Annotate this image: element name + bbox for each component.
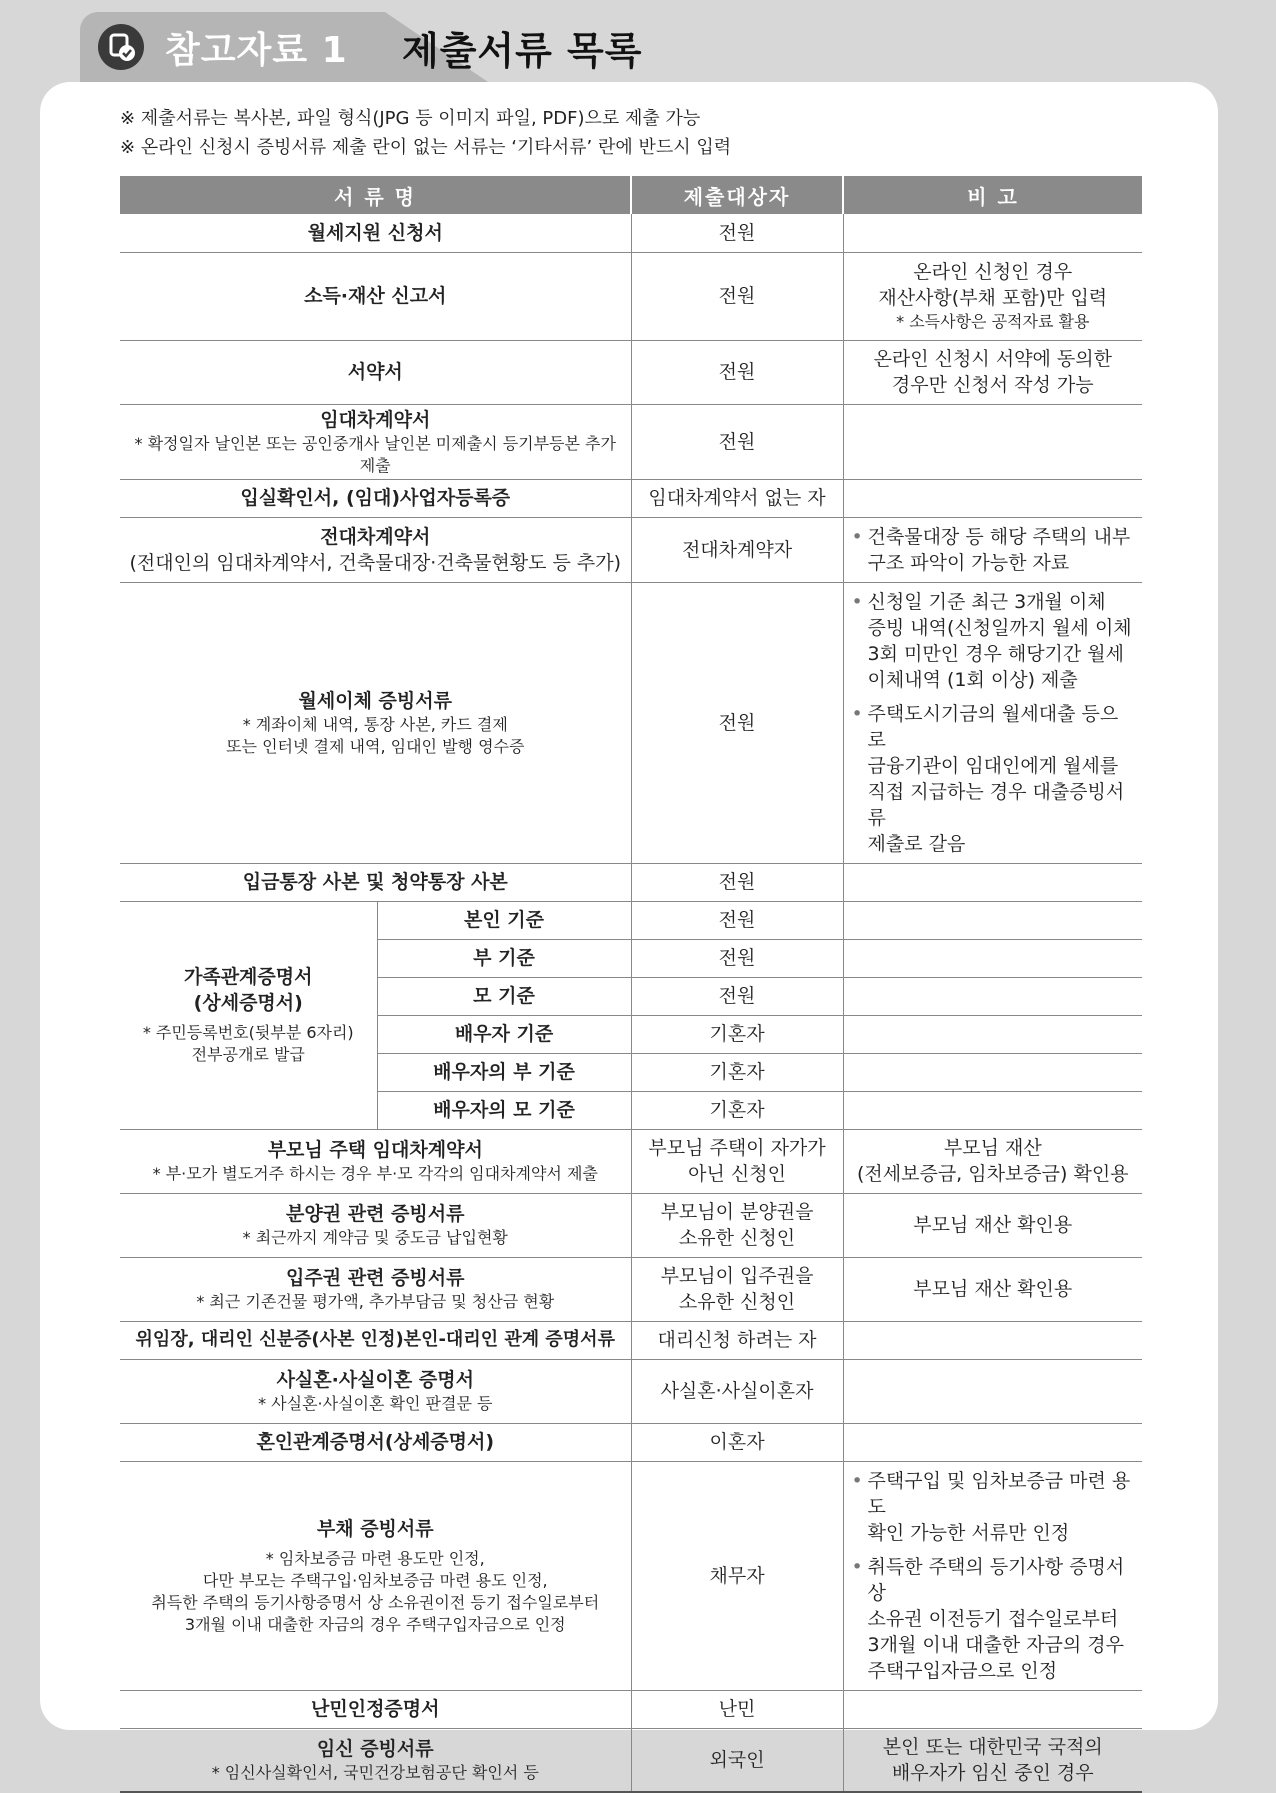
table-row [120, 901, 1142, 939]
remark-cell [843, 1728, 1142, 1792]
remark-bullet [852, 701, 1137, 857]
remark-line: • 신청일 기준 최근 3개월 이체 [867, 590, 1106, 613]
target-cell: 기혼자 [631, 1091, 843, 1129]
note-line: ※ 온라인 신청시 증빙서류 제출 란이 없는 서류는 ‘기타서류’ 란에 반드시 입력 [120, 137, 732, 158]
remark-line: 배우자가 임신 중인 경우 [891, 1761, 1094, 1784]
document-name: 부채 증빙서류 [316, 1517, 434, 1540]
document-cell [120, 901, 377, 1129]
document-name: 입실확인서, (임대)사업자등록증 [120, 479, 631, 517]
target-cell [631, 1193, 843, 1257]
remark-bullet [852, 589, 1137, 693]
target-cell: 전대차계약자 [631, 517, 843, 582]
target-cell: 외국인 [631, 1728, 843, 1792]
remark-line: 직접 지급하는 경우 대출증빙서류 [867, 780, 1125, 829]
document-name: 월세지원 신청서 [120, 214, 631, 252]
table-row [120, 1728, 1142, 1792]
document-cell [120, 517, 631, 582]
document-cell [120, 1257, 631, 1321]
document-note: 취득한 주택의 등기사항증명서 상 소유권이전 등기 접수일로부터 [151, 1592, 600, 1612]
remark-cell [843, 1321, 1142, 1359]
note-line: ※ 제출서류는 복사본, 파일 형식(JPG 등 이미지 파일, PDF)으로 제출 가능 [120, 108, 701, 129]
table-row [120, 1321, 1142, 1359]
target-cell: 임대차계약서 없는 자 [631, 479, 843, 517]
page-title: 제출서류 목록 [402, 29, 643, 73]
document-cell [120, 1728, 631, 1792]
remark-cell [843, 1129, 1142, 1193]
remark-cell [843, 252, 1142, 340]
target-line: 부모님이 분양권을 [660, 1201, 814, 1223]
remark-bullet [852, 1554, 1137, 1684]
table-row [120, 340, 1142, 404]
table-row [120, 1193, 1142, 1257]
document-note: * 계좌이체 내역, 통장 사본, 카드 결제 [242, 714, 508, 734]
remark-cell [843, 1690, 1142, 1728]
target-cell: 채무자 [631, 1461, 843, 1690]
document-note: * 부·모가 별도거주 하시는 경우 부·모 각각의 임대차계약서 제출 [152, 1164, 598, 1183]
target-cell: 전원 [631, 939, 843, 977]
document-note: * 확정일자 날인본 또는 공인중개사 날인본 미제출시 등기부등본 추가 제출 [134, 433, 616, 475]
document-name: 서약서 [120, 340, 631, 404]
document-name: 월세이체 증빙서류 [298, 689, 452, 712]
remark-line: 온라인 신청시 서약에 동의한 [873, 348, 1112, 370]
table-row [120, 214, 1142, 252]
remark-line: 경우만 신청서 작성 가능 [891, 374, 1094, 396]
remark-line: • 주택구입 및 임차보증금 마련 용도 [867, 1469, 1131, 1518]
remark-line: • 취득한 주택의 등기사항 증명서 상 [867, 1555, 1125, 1604]
target-cell: 기혼자 [631, 1015, 843, 1053]
remark-cell [843, 1015, 1142, 1053]
remark-cell [843, 517, 1142, 582]
target-cell: 전원 [631, 340, 843, 404]
table-row [120, 1129, 1142, 1193]
column-header: 제출대상자 [631, 176, 843, 214]
table-row [120, 252, 1142, 340]
remark-note: * 소득사항은 공적자료 활용 [896, 312, 1090, 331]
document-cell [120, 582, 631, 863]
target-line: 소유한 신청인 [678, 1227, 796, 1249]
remark-line: 확인 가능한 서류만 인정 [867, 1521, 1070, 1544]
document-name: 전대차계약서 [320, 525, 431, 548]
remark-line: 소유권 이전등기 접수일로부터 [867, 1607, 1119, 1630]
document-name: 분양권 관련 증빙서류 [286, 1203, 465, 1225]
basis-cell: 배우자의 부 기준 [377, 1053, 631, 1091]
table-row [120, 1257, 1142, 1321]
remark-cell [843, 1423, 1142, 1461]
target-cell: 기혼자 [631, 1053, 843, 1091]
remark-line: • 주택도시기금의 월세대출 등으로 [867, 702, 1119, 751]
target-line: 소유한 신청인 [678, 1291, 796, 1313]
table-row [120, 479, 1142, 517]
remark-line: 주택구입자금으로 인정 [867, 1659, 1058, 1682]
document-cell [120, 1129, 631, 1193]
document-note: 또는 인터넷 결제 내역, 임대인 발행 영수증 [226, 736, 525, 756]
remark-line: 금융기관이 임대인에게 월세를 [867, 754, 1119, 777]
target-line: 아닌 신청인 [688, 1163, 786, 1185]
document-note: 다만 부모는 주택구입·임차보증금 마련 용도 인정, [202, 1570, 548, 1590]
remark-cell [843, 901, 1142, 939]
remark-bullet [852, 524, 1137, 576]
remark-line: 온라인 신청인 경우 [913, 261, 1073, 283]
target-cell [631, 1129, 843, 1193]
document-note: * 사실혼·사실이혼 확인 판결문 등 [258, 1394, 493, 1413]
target-line: 부모님 주택이 자가가 [648, 1137, 826, 1159]
remark-line: 3개월 이내 대출한 자금의 경우 [867, 1633, 1125, 1656]
remark-cell [843, 1053, 1142, 1091]
document-note: * 주민등록번호(뒷부분 6자리) [142, 1023, 354, 1042]
remark-cell [843, 404, 1142, 479]
remark-line: 재산사항(부채 포함)만 입력 [878, 287, 1108, 309]
notes [120, 104, 731, 162]
table-header-row [120, 176, 1142, 214]
basis-cell: 배우자 기준 [377, 1015, 631, 1053]
remark-line: • 건축물대장 등 해당 주택의 내부 [867, 525, 1131, 548]
document-cell [120, 1359, 631, 1423]
target-cell: 이혼자 [631, 1423, 843, 1461]
remark-line: (전세보증금, 임차보증금) 확인용 [856, 1163, 1129, 1185]
document-name: 임대차계약서 [320, 408, 431, 431]
remark-cell: 부모님 재산 확인용 [843, 1257, 1142, 1321]
column-header: 비 고 [843, 176, 1142, 214]
document-cell [120, 1461, 631, 1690]
table-row [120, 1359, 1142, 1423]
table-row [120, 1690, 1142, 1728]
target-cell [631, 1257, 843, 1321]
document-name: 사실혼·사실이혼 증명서 [276, 1369, 474, 1391]
document-name: 가족관계증명서 [184, 966, 313, 988]
document-name: 임신 증빙서류 [316, 1737, 434, 1760]
target-cell: 전원 [631, 582, 843, 863]
basis-cell: 배우자의 모 기준 [377, 1091, 631, 1129]
remark-line: 부모님 재산 [943, 1137, 1042, 1159]
document-name: 입금통장 사본 및 청약통장 사본 [120, 863, 631, 901]
document-note: (전대인의 임대차계약서, 건축물대장·건축물현황도 등 추가) [129, 551, 622, 574]
target-cell: 난민 [631, 1690, 843, 1728]
document-name: 입주권 관련 증빙서류 [286, 1267, 465, 1289]
header-label: 참고자료 1 [165, 30, 348, 71]
remark-line: 이체내역 (1회 이상) 제출 [867, 668, 1078, 691]
basis-cell: 부 기준 [377, 939, 631, 977]
document-name: 위임장, 대리인 신분증(사본 인정)본인-대리인 관계 증명서류 [120, 1321, 631, 1359]
basis-cell: 모 기준 [377, 977, 631, 1015]
document-check-icon [98, 24, 144, 70]
remark-cell [843, 479, 1142, 517]
table-row [120, 1461, 1142, 1690]
target-cell: 전원 [631, 901, 843, 939]
document-name: 난민인정증명서 [120, 1690, 631, 1728]
document-note: 전부공개로 발급 [191, 1045, 305, 1064]
document-name: 부모님 주택 임대차계약서 [267, 1139, 483, 1161]
remark-cell [843, 340, 1142, 404]
remark-cell [843, 1091, 1142, 1129]
document-note: * 임차보증금 마련 용도만 인정, [265, 1548, 485, 1568]
table-row [120, 1423, 1142, 1461]
target-cell: 전원 [631, 252, 843, 340]
document-name: (상세증명서) [193, 992, 303, 1014]
remark-cell: 부모님 재산 확인용 [843, 1193, 1142, 1257]
table-row [120, 863, 1142, 901]
target-cell: 전원 [631, 214, 843, 252]
target-cell: 사실혼·사실이혼자 [631, 1359, 843, 1423]
target-cell: 전원 [631, 404, 843, 479]
remark-bullet [852, 1468, 1137, 1546]
remark-cell [843, 582, 1142, 863]
remark-line: 증빙 내역(신청일까지 월세 이체 [867, 616, 1132, 639]
document-note: 3개월 이내 대출한 자금의 경우 주택구입자금으로 인정 [184, 1614, 566, 1634]
column-header: 서 류 명 [120, 176, 631, 214]
document-note: * 최근 기존건물 평가액, 추가부담금 및 청산금 현황 [196, 1292, 555, 1311]
table-row [120, 517, 1142, 582]
remark-line: 구조 파악이 가능한 자료 [867, 551, 1070, 574]
basis-cell: 본인 기준 [377, 901, 631, 939]
document-note: * 임신사실확인서, 국민건강보험공단 확인서 등 [211, 1762, 539, 1782]
document-cell [120, 1193, 631, 1257]
remark-line: 본인 또는 대한민국 국적의 [882, 1735, 1103, 1758]
document-name: 혼인관계증명서(상세증명서) [120, 1423, 631, 1461]
target-cell: 전원 [631, 863, 843, 901]
remark-line: 3회 미만인 경우 해당기간 월세 [867, 642, 1125, 665]
remark-cell [843, 977, 1142, 1015]
remark-cell [843, 939, 1142, 977]
target-line: 부모님이 입주권을 [660, 1265, 814, 1287]
remark-cell [843, 1461, 1142, 1690]
target-cell: 대리신청 하려는 자 [631, 1321, 843, 1359]
document-table [120, 176, 1142, 1793]
remark-cell [843, 863, 1142, 901]
document-name: 소득·재산 신고서 [120, 252, 631, 340]
remark-cell [843, 214, 1142, 252]
table-row [120, 582, 1142, 863]
table-row [120, 404, 1142, 479]
target-cell: 전원 [631, 977, 843, 1015]
document-note: * 최근까지 계약금 및 중도금 납입현황 [242, 1228, 508, 1247]
remark-line: 제출로 갈음 [867, 832, 966, 855]
remark-cell [843, 1359, 1142, 1423]
document-cell [120, 404, 631, 479]
